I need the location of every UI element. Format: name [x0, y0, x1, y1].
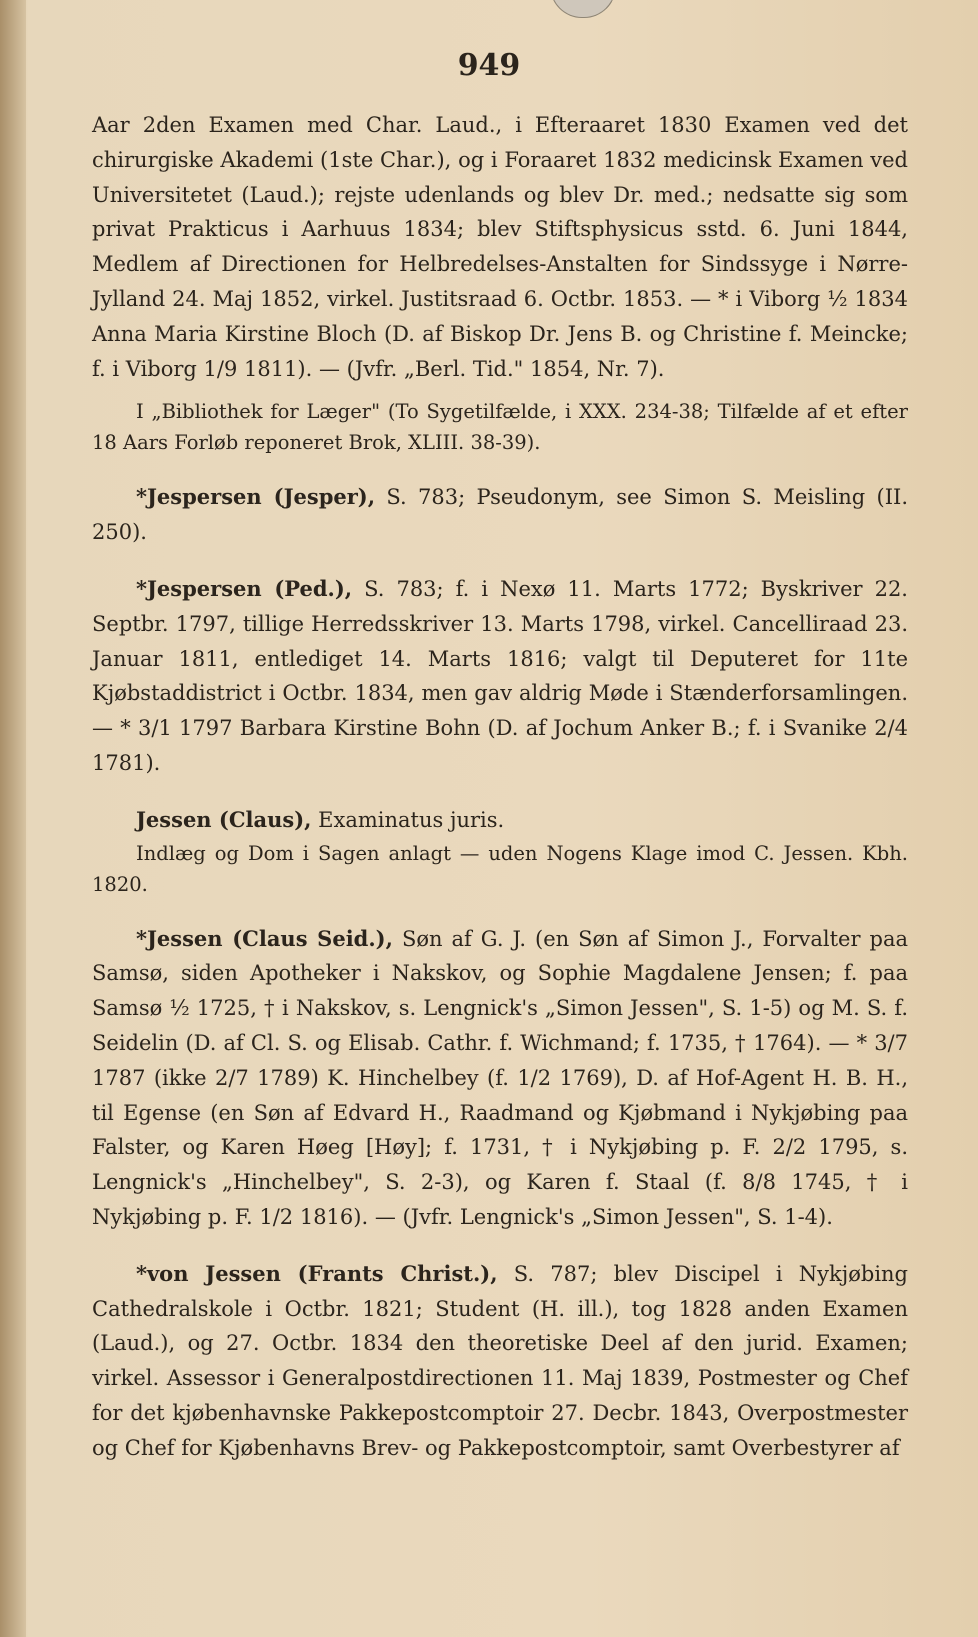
- entry-von-jessen-frants: [92, 1257, 908, 1466]
- entry-body: I „Bibliothek for Læger" (To Sygetilfælde, i XXX. 234-38; Tilfælde af et efter 18 Aars Forløb reponeret Brok, XLIII. 38-39).: [92, 400, 908, 455]
- entry-headword: *Jessen (Claus Seid.),: [136, 925, 393, 951]
- entry-jespersen-ped: [92, 572, 908, 781]
- entry-body: S. 787; blev Discipel i Nykjøbing Cathedralskole i Octbr. 1821; Student (H. ill.), tog 1828 anden Examen (Laud.), og 27. Octbr. 1834 den theoretiske Deel af den jurid. Examen; virkel. Assessor i Generalpostdirectionen 11. Maj 1839, Postmester og Chef for det kjøbenhavnske Pakkepostcomptoir 27. Decbr. 1843, Overpostmester og Chef for Kjøbenhavns Brev- og Pakkepostcomptoir, samt Overbestyrer af: [92, 1261, 908, 1460]
- entry-headword: *Jespersen (Ped.),: [136, 575, 353, 601]
- entry-jessen-claus: [92, 803, 908, 838]
- entry-continuation: [92, 108, 908, 386]
- entry-headword: *von Jessen (Frants Christ.),: [136, 1260, 498, 1286]
- entry-headword: *Jespersen (Jesper),: [136, 484, 376, 510]
- entry-body: Examinatus juris.: [318, 807, 505, 832]
- entry-body: S. 783; f. i Nexø 11. Marts 1772; Byskriver 22. Septbr. 1797, tillige Herredsskriver 13. Marts 1798, virkel. Cancelliraad 23. Januar 1811, entlediget 14. Marts 1816; valgt til Deputeret for 11te Kjøbstaddistrict i Octbr. 1834, men gav aldrig Møde i Stænderforsamlingen. — * 3/1 1797 Barbara Kirstine Bohn (D. af Jochum Anker B.; f. i Svanike 2/4 1781).: [92, 576, 908, 775]
- entry-body: Indlæg og Dom i Sagen anlagt — uden Nogens Klage imod C. Jessen. Kbh. 1820.: [92, 841, 908, 896]
- page-content: [92, 108, 908, 1466]
- entry-jespersen-jesper: [92, 480, 908, 550]
- bookmark-notch: [550, 0, 616, 18]
- entry-jessen-claus-note: [92, 838, 908, 900]
- entry-jessen-claus-seid: [92, 922, 908, 1235]
- entry-headword: Jessen (Claus),: [136, 806, 312, 832]
- page-number: 949: [457, 48, 521, 83]
- entry-continuation-note: [92, 396, 908, 458]
- entry-body: S. 783; Pseudonym, see Simon S. Meisling (II. 250).: [92, 485, 908, 545]
- entry-body: Søn af G. J. (en Søn af Simon J., Forvalter paa Samsø, siden Apotheker i Nakskov, og Sophie Magdalene Jensen; f. paa Samsø ½ 1725, † i Nakskov, s. Lengnick's „Simon Jessen", S. 1-5) og M. S. f. Seidelin (D. af Cl. S. og Elisab. Cathr. f. Wichmand; f. 1735, † 1764). — * 3/7 1787 (ikke 2/7 1789) K. Hinchelbey (f. 1/2 1769), D. af Hof-Agent H. B. H., til Egense (en Søn af Edvard H., Raadmand og Kjøbmand i Nykjøbing paa Falster, og Karen Høeg [Høy]; f. 1731, † i Nykjøbing p. F. 2/2 1795, s. Lengnick's „Hinchelbey", S. 2-3), og Karen f. Staal (f. 8/8 1745, † i Nykjøbing p. F. 1/2 1816). — (Jvfr. Lengnick's „Simon Jessen", S. 1-4).: [92, 926, 908, 1229]
- entry-body: Aar 2den Examen med Char. Laud., i Efteraaret 1830 Examen ved det chirurgiske Akademi (1ste Char.), og i Foraaret 1832 medicinsk Examen ved Universitetet (Laud.); rejste udenlands og blev Dr. med.; nedsatte sig som privat Prakticus i Aarhuus 1834; blev Stiftsphysicus sstd. 6. Juni 1844, Medlem af Directionen for Helbredelses-Anstalten for Sindssyge i Nørre-Jylland 24. Maj 1852, virkel. Justitsraad 6. Octbr. 1853. — * i Viborg ½ 1834 Anna Maria Kirstine Bloch (D. af Biskop Dr. Jens B. og Christine f. Meincke; f. i Viborg 1/9 1811). — (Jvfr. „Berl. Tid." 1854, Nr. 7).: [92, 113, 908, 381]
- book-spine: [0, 0, 26, 1637]
